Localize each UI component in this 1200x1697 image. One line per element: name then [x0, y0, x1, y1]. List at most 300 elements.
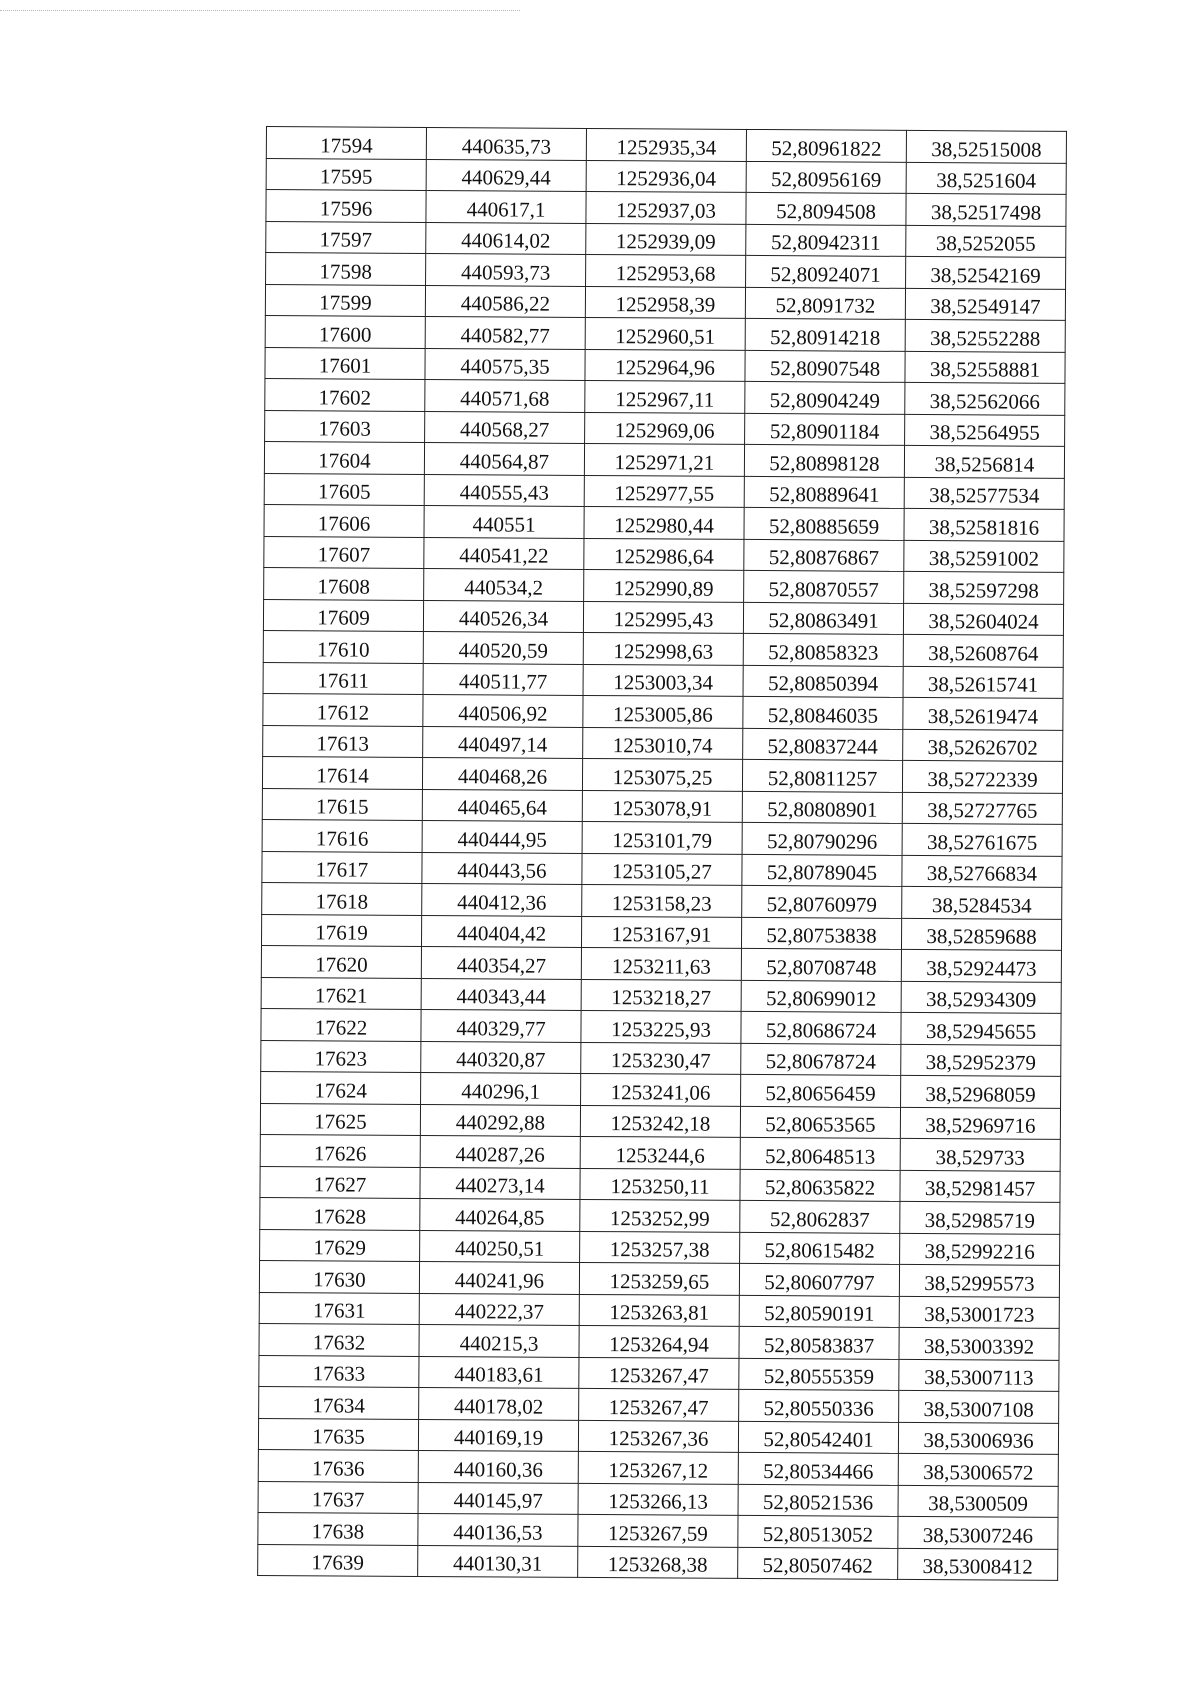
cell-text: 1253267,47 — [608, 1394, 709, 1420]
x-coordinate-cell — [424, 537, 584, 569]
cell-text: 17637 — [311, 1487, 365, 1512]
longitude-cell — [904, 571, 1064, 603]
cell-text: 1253101,79 — [612, 827, 713, 853]
cell-text: 52,80889641 — [769, 482, 880, 507]
longitude-cell — [899, 1296, 1059, 1328]
cell-text: 52,80907548 — [769, 356, 881, 381]
longitude-cell — [905, 319, 1065, 351]
cell-text: 440575,35 — [460, 354, 550, 379]
cell-text: 38,53001723 — [924, 1302, 1035, 1327]
point-number-cell — [265, 315, 425, 347]
y-coordinate-cell — [583, 695, 743, 727]
point-number-cell — [265, 378, 425, 410]
cell-text: 38,52604024 — [928, 609, 1039, 634]
latitude-cell — [739, 1295, 899, 1327]
cell-text: 1253259,65 — [609, 1268, 710, 1294]
cell-text: 38,53007113 — [924, 1365, 1034, 1390]
cell-text: 52,80686724 — [765, 1017, 877, 1043]
y-coordinate-cell — [586, 128, 746, 160]
table-row — [258, 1481, 1058, 1517]
longitude-cell — [901, 981, 1061, 1013]
cell-text: 17627 — [313, 1172, 367, 1197]
y-coordinate-cell — [578, 1451, 738, 1483]
table-row — [260, 1166, 1060, 1202]
longitude-cell — [900, 1233, 1060, 1265]
cell-text: 38,5256814 — [934, 451, 1035, 477]
table-row — [263, 725, 1063, 761]
cell-text: 440354,27 — [456, 952, 547, 978]
x-coordinate-cell — [418, 1450, 578, 1482]
y-coordinate-cell — [578, 1420, 738, 1452]
x-coordinate-cell — [419, 1387, 579, 1419]
x-coordinate-cell — [422, 883, 582, 915]
cell-text: 52,80699012 — [765, 986, 877, 1011]
cell-text: 1253267,47 — [608, 1363, 709, 1388]
cell-text: 440215,3 — [459, 1330, 539, 1356]
table-row — [258, 1418, 1058, 1454]
cell-text: 440241,96 — [454, 1267, 545, 1293]
cell-text: 1252936,04 — [616, 166, 717, 191]
cell-text: 38,52597298 — [928, 577, 1039, 603]
cell-text: 52,80615482 — [764, 1238, 875, 1263]
table-row — [265, 315, 1065, 351]
y-coordinate-cell — [585, 380, 745, 412]
latitude-cell — [742, 822, 902, 854]
cell-text: 17629 — [313, 1235, 366, 1260]
cell-text: 440296,1 — [461, 1078, 541, 1104]
longitude-cell — [902, 823, 1062, 855]
cell-text: 1252967,11 — [615, 386, 715, 412]
x-coordinate-cell — [418, 1482, 578, 1514]
longitude-cell — [900, 1107, 1060, 1139]
x-coordinate-cell — [418, 1513, 578, 1545]
cell-text: 52,80550336 — [763, 1395, 874, 1421]
cell-text: 17605 — [317, 479, 371, 504]
longitude-cell — [903, 729, 1063, 761]
longitude-cell — [903, 666, 1063, 698]
longitude-cell — [905, 288, 1065, 320]
point-number-cell — [261, 945, 421, 977]
cell-text: 440178,02 — [453, 1393, 544, 1419]
point-number-cell — [263, 693, 423, 725]
cell-text: 17614 — [316, 762, 369, 788]
point-number-cell — [259, 1355, 419, 1387]
latitude-cell — [740, 1106, 900, 1138]
cell-text: 440329,77 — [456, 1015, 546, 1041]
cell-text: 440593,73 — [460, 259, 551, 285]
x-coordinate-cell — [426, 253, 586, 285]
cell-text: 440586,22 — [460, 291, 551, 316]
point-number-cell — [266, 221, 426, 253]
cell-text: 17626 — [313, 1140, 367, 1166]
cell-text: 38,5284534 — [931, 892, 1032, 918]
cell-text: 440568,27 — [459, 417, 550, 442]
cell-text: 52,80885659 — [768, 513, 880, 539]
cell-text: 38,5251604 — [936, 168, 1037, 193]
cell-text: 52,80555359 — [763, 1364, 875, 1389]
cell-text: 1252964,96 — [615, 355, 715, 380]
x-coordinate-cell — [421, 1041, 581, 1073]
x-coordinate-cell — [424, 505, 584, 537]
cell-text: 17616 — [315, 825, 369, 851]
y-coordinate-cell — [583, 664, 743, 696]
cell-text: 52,80924071 — [770, 261, 881, 287]
cell-text: 1253268,38 — [607, 1552, 708, 1577]
cell-text: 440526,34 — [458, 606, 549, 631]
cell-text: 52,80583837 — [763, 1332, 875, 1358]
cell-text: 38,52924473 — [926, 955, 1037, 981]
cell-text: 17633 — [312, 1361, 366, 1386]
cell-text: 17603 — [318, 416, 371, 441]
cell-text: 17596 — [319, 195, 373, 221]
x-coordinate-cell — [419, 1356, 579, 1388]
longitude-cell — [902, 886, 1062, 918]
y-coordinate-cell — [582, 758, 742, 790]
x-coordinate-cell — [426, 127, 586, 159]
cell-text: 52,80653565 — [765, 1112, 876, 1137]
latitude-cell — [739, 1389, 899, 1421]
cell-text: 38,52549147 — [930, 294, 1041, 319]
x-coordinate-cell — [423, 600, 583, 632]
cell-text: 38,52581816 — [928, 514, 1040, 540]
point-number-cell — [262, 756, 422, 788]
table-row — [263, 599, 1063, 635]
longitude-cell — [904, 540, 1064, 572]
cell-text: 1252958,39 — [615, 292, 716, 317]
cell-text: 52,80656459 — [765, 1080, 876, 1106]
longitude-cell — [900, 1170, 1060, 1202]
point-number-cell — [261, 1040, 421, 1072]
cell-text: 17631 — [312, 1298, 366, 1323]
point-number-cell — [258, 1544, 418, 1576]
latitude-cell — [740, 1232, 900, 1264]
longitude-cell — [898, 1453, 1058, 1485]
cell-text: 440571,68 — [460, 385, 550, 411]
latitude-cell — [745, 350, 905, 382]
cell-text: 1253218,27 — [611, 985, 712, 1010]
table-row — [261, 1071, 1061, 1107]
table-row — [259, 1355, 1059, 1391]
cell-text: 440551 — [472, 511, 536, 537]
cell-text: 38,52722339 — [927, 766, 1038, 792]
latitude-cell — [741, 1074, 901, 1106]
y-coordinate-cell — [581, 1042, 741, 1074]
cell-text: 17599 — [319, 290, 372, 315]
point-number-cell — [266, 127, 426, 159]
y-coordinate-cell — [580, 1136, 740, 1168]
y-coordinate-cell — [581, 979, 741, 1011]
longitude-cell — [905, 351, 1065, 383]
cell-text: 17639 — [311, 1550, 365, 1575]
x-coordinate-cell — [421, 946, 581, 978]
cell-text: 52,80542401 — [763, 1427, 874, 1452]
point-number-cell — [259, 1323, 419, 1355]
point-number-cell — [262, 851, 422, 883]
latitude-cell — [746, 255, 906, 287]
cell-text: 1253158,23 — [611, 890, 712, 916]
cell-text: 1253105,27 — [612, 859, 712, 884]
cell-text: 17595 — [319, 164, 373, 189]
cell-text: 17625 — [314, 1109, 367, 1134]
cell-text: 17621 — [314, 983, 368, 1008]
cell-text: 52,80760979 — [766, 891, 877, 917]
latitude-cell — [738, 1515, 898, 1547]
y-coordinate-cell — [580, 1168, 740, 1200]
latitude-cell — [745, 381, 905, 413]
latitude-cell — [741, 980, 901, 1012]
table-row — [263, 693, 1063, 729]
cell-text: 38,52859688 — [926, 924, 1037, 949]
cell-text: 1253075,25 — [612, 764, 713, 790]
latitude-cell — [741, 948, 901, 980]
x-coordinate-cell — [418, 1545, 578, 1577]
point-number-cell — [266, 190, 426, 222]
table-row — [264, 567, 1064, 603]
longitude-cell — [906, 256, 1066, 288]
x-coordinate-cell — [424, 442, 584, 474]
y-coordinate-cell — [583, 601, 743, 633]
cell-text: 17635 — [312, 1424, 365, 1449]
cell-text: 38,52934309 — [925, 987, 1037, 1012]
cell-text: 52,80898128 — [769, 450, 880, 476]
latitude-cell — [744, 476, 904, 508]
cell-text: 1252990,89 — [613, 575, 714, 601]
x-coordinate-cell — [423, 726, 583, 758]
latitude-cell — [744, 539, 904, 571]
table-row — [259, 1386, 1059, 1422]
table-row — [262, 819, 1062, 855]
table-row — [259, 1260, 1059, 1296]
longitude-cell — [898, 1485, 1058, 1517]
x-coordinate-cell — [424, 474, 584, 506]
table-row — [260, 1103, 1060, 1139]
latitude-cell — [738, 1452, 898, 1484]
y-coordinate-cell — [582, 790, 742, 822]
y-coordinate-cell — [584, 569, 744, 601]
point-number-cell — [261, 1071, 421, 1103]
latitude-cell — [744, 444, 904, 476]
scan-artifact-line — [0, 10, 520, 11]
x-coordinate-cell — [421, 1009, 581, 1041]
cell-text: 17622 — [314, 1014, 368, 1040]
cell-text: 17609 — [317, 605, 370, 630]
point-number-cell — [264, 536, 424, 568]
point-number-cell — [259, 1292, 419, 1324]
x-coordinate-cell — [422, 852, 582, 884]
cell-text: 440520,59 — [458, 637, 549, 663]
y-coordinate-cell — [581, 916, 741, 948]
longitude-cell — [906, 162, 1066, 194]
table-row — [261, 1040, 1061, 1076]
cell-text: 38,52562066 — [929, 388, 1041, 414]
cell-text: 38,53007108 — [923, 1396, 1034, 1422]
table-row — [263, 662, 1063, 698]
cell-text: 17612 — [316, 699, 370, 725]
latitude-cell — [742, 759, 902, 791]
table-row — [265, 347, 1065, 383]
cell-text: 52,80753838 — [766, 923, 877, 948]
cell-text: 17628 — [313, 1203, 367, 1229]
cell-text: 38,5300509 — [928, 1491, 1029, 1516]
point-number-cell — [260, 1229, 420, 1261]
table-row — [264, 473, 1064, 509]
cell-text: 38,52945655 — [925, 1018, 1037, 1044]
y-coordinate-cell — [586, 160, 746, 192]
cell-text: 1253003,34 — [613, 670, 714, 695]
table-row — [263, 630, 1063, 666]
longitude-cell — [900, 1201, 1060, 1233]
cell-text: 440617,1 — [466, 196, 546, 222]
y-coordinate-cell — [582, 884, 742, 916]
cell-text: 17634 — [312, 1392, 366, 1418]
point-number-cell — [263, 630, 423, 662]
cell-text: 440468,26 — [457, 763, 548, 789]
point-number-cell — [258, 1512, 418, 1544]
y-coordinate-cell — [578, 1546, 738, 1578]
x-coordinate-cell — [423, 694, 583, 726]
longitude-cell — [901, 1012, 1061, 1044]
cell-text: 1253211,63 — [611, 953, 711, 979]
point-number-cell — [265, 410, 425, 442]
table-row — [260, 1197, 1060, 1233]
x-coordinate-cell — [418, 1419, 578, 1451]
cell-text: 52,80942311 — [770, 230, 881, 255]
point-number-cell — [262, 788, 422, 820]
cell-text: 440412,36 — [457, 889, 547, 915]
longitude-cell — [903, 603, 1063, 635]
cell-text: 52,80870557 — [768, 576, 879, 602]
cell-text: 1252953,68 — [615, 260, 716, 286]
cell-text: 440506,92 — [458, 700, 548, 726]
cell-text: 38,52952379 — [925, 1050, 1036, 1075]
point-number-cell — [263, 662, 423, 694]
x-coordinate-cell — [420, 1198, 580, 1230]
cell-text: 38,53006936 — [923, 1428, 1034, 1453]
cell-text: 1252995,43 — [613, 607, 714, 632]
cell-text: 440635,73 — [461, 133, 552, 159]
y-coordinate-cell — [584, 538, 744, 570]
cell-text: 52,80811257 — [767, 765, 878, 791]
cell-text: 440183,61 — [454, 1362, 544, 1387]
cell-text: 1253167,91 — [611, 922, 712, 947]
point-number-cell — [260, 1166, 420, 1198]
coordinates-table-body — [258, 127, 1067, 1581]
cell-text: 1252986,64 — [613, 544, 714, 569]
cell-text: 1253267,36 — [608, 1426, 709, 1451]
table-row — [264, 536, 1064, 572]
longitude-cell — [904, 445, 1064, 477]
longitude-cell — [899, 1359, 1059, 1391]
latitude-cell — [745, 318, 905, 350]
latitude-cell — [739, 1358, 899, 1390]
coordinates-table — [257, 126, 1067, 1581]
point-number-cell — [264, 504, 424, 536]
longitude-cell — [898, 1516, 1058, 1548]
cell-text: 38,5252055 — [935, 231, 1036, 256]
cell-text: 38,52608764 — [928, 640, 1039, 666]
latitude-cell — [743, 728, 903, 760]
x-coordinate-cell — [426, 159, 586, 191]
cell-text: 52,80961822 — [771, 135, 882, 161]
table-row — [262, 851, 1062, 887]
cell-text: 17630 — [313, 1266, 366, 1292]
table-row — [258, 1512, 1058, 1548]
longitude-cell — [898, 1548, 1058, 1580]
cell-text: 17638 — [311, 1518, 365, 1544]
cell-text: 17608 — [317, 573, 371, 599]
cell-text: 38,52968059 — [925, 1081, 1036, 1107]
longitude-cell — [903, 634, 1063, 666]
x-coordinate-cell — [422, 820, 582, 852]
cell-text: 38,52577534 — [929, 483, 1040, 508]
y-coordinate-cell — [579, 1388, 739, 1420]
y-coordinate-cell — [586, 223, 746, 255]
cell-text: 17610 — [316, 636, 370, 662]
x-coordinate-cell — [420, 1167, 580, 1199]
point-number-cell — [260, 1134, 420, 1166]
cell-text: 38,53006572 — [923, 1459, 1034, 1485]
longitude-cell — [900, 1138, 1060, 1170]
cell-text: 1252960,51 — [615, 323, 716, 349]
cell-text: 38,52727765 — [927, 798, 1038, 823]
table-row — [262, 756, 1062, 792]
x-coordinate-cell — [419, 1324, 579, 1356]
latitude-cell — [738, 1547, 898, 1579]
x-coordinate-cell — [421, 915, 581, 947]
latitude-cell — [746, 192, 906, 224]
longitude-cell — [902, 855, 1062, 887]
cell-text: 38,529733 — [935, 1144, 1025, 1170]
cell-text: 1253252,99 — [609, 1205, 710, 1231]
latitude-cell — [741, 1043, 901, 1075]
y-coordinate-cell — [586, 191, 746, 223]
latitude-cell — [746, 129, 906, 161]
latitude-cell — [742, 854, 902, 886]
cell-text: 1253266,13 — [608, 1489, 709, 1514]
cell-text: 1253267,59 — [607, 1520, 708, 1546]
cell-text: 17601 — [318, 353, 372, 378]
cell-text: 38,52558881 — [929, 357, 1041, 382]
cell-text: 17617 — [315, 857, 369, 882]
cell-text: 52,80956169 — [770, 167, 882, 192]
table-row — [262, 788, 1062, 824]
longitude-cell — [899, 1264, 1059, 1296]
cell-text: 17598 — [319, 258, 372, 284]
y-coordinate-cell — [584, 506, 744, 538]
latitude-cell — [743, 665, 903, 697]
cell-text: 440582,77 — [460, 322, 550, 348]
point-number-cell — [264, 473, 424, 505]
cell-text: 52,80789045 — [766, 860, 878, 885]
cell-text: 52,80590191 — [764, 1301, 875, 1326]
cell-text: 52,80790296 — [766, 828, 878, 854]
cell-text: 52,80808901 — [767, 797, 878, 822]
cell-text: 440404,42 — [456, 921, 547, 946]
y-coordinate-cell — [583, 632, 743, 664]
point-number-cell — [265, 347, 425, 379]
x-coordinate-cell — [419, 1293, 579, 1325]
table-row — [260, 1134, 1060, 1170]
cell-text: 38,52615741 — [927, 672, 1039, 697]
x-coordinate-cell — [421, 1072, 581, 1104]
cell-text: 1253005,86 — [612, 701, 713, 727]
cell-text: 17594 — [320, 132, 373, 158]
y-coordinate-cell — [580, 1105, 740, 1137]
table-row — [264, 504, 1064, 540]
cell-text: 52,80678724 — [765, 1049, 876, 1074]
cell-text: 38,52995573 — [924, 1270, 1035, 1296]
y-coordinate-cell — [582, 821, 742, 853]
